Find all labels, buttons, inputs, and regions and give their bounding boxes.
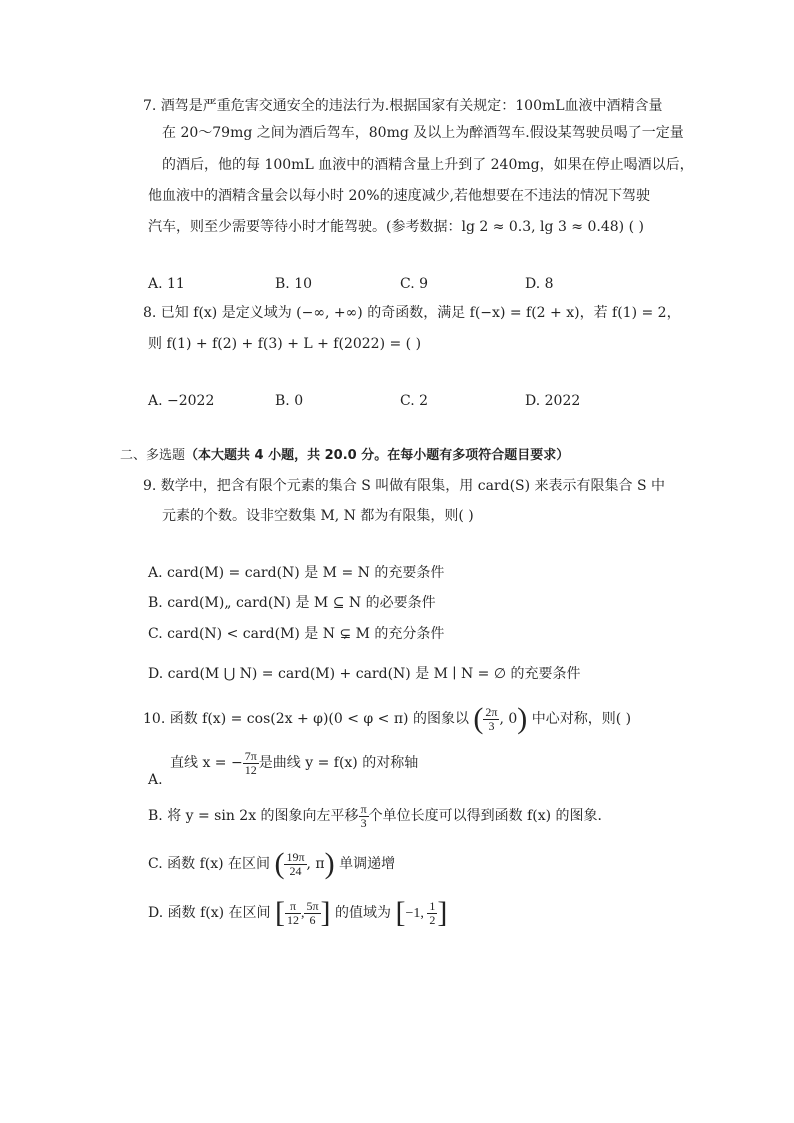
right-paren-icon: ) xyxy=(517,702,528,735)
q10-stem-end: 中心对称，则( ) xyxy=(531,711,632,727)
section-heading xyxy=(120,446,569,466)
range-lower: −1, xyxy=(405,906,428,921)
q10-option-c-text: C. 函数 f(x) 在区间 xyxy=(148,856,271,872)
q10-option-a-fraction xyxy=(243,750,259,777)
q10-stem-text: 10. 函数 f(x) = cos(2x + φ)(0 < φ < π) 的图象以 xyxy=(143,711,469,727)
q8-option-a: A. −2022 xyxy=(148,393,215,409)
fraction-denominator: 6 xyxy=(309,912,316,927)
q10-stem xyxy=(143,703,631,735)
q7-line-3: 的酒后，他的每 100mL 血液中的酒精含量上升到了 240mg，如果在停止喝酒以后， xyxy=(162,157,694,173)
q8-line-2: 则 f(1) + f(2) + f(3) + L + f(2022) = ( ) xyxy=(148,336,422,352)
q8-option-d: D. 2022 xyxy=(525,393,581,409)
q7-option-b: B. 10 xyxy=(275,276,313,292)
fraction-denominator: 2 xyxy=(429,912,436,927)
q10-option-b-fraction xyxy=(359,803,369,830)
q7-line-1: 7. 酒驾是严重危害交通安全的违法行为.根据国家有关规定：100mL血液中酒精含量 xyxy=(143,98,663,114)
q7-line-5: 汽车，则至少需要等待小时才能驾驶。(参考数据：lg 2 ≈ 0.3, lg 3 ≈ 0.48) ( ) xyxy=(148,219,644,235)
q8-option-b: B. 0 xyxy=(275,393,304,409)
q7-option-c: C. 9 xyxy=(400,276,429,292)
q9-option-c: C. card(N) < card(M) 是 N ⊊ M 的充分条件 xyxy=(148,626,445,642)
left-paren-icon: ( xyxy=(473,702,484,735)
fraction-numerator: π xyxy=(285,900,301,914)
fraction-numerator: 7π xyxy=(244,748,257,763)
q10-option-a-label: A. xyxy=(148,772,163,788)
q8-option-c: C. 2 xyxy=(400,393,429,409)
q10-stem-fraction xyxy=(483,706,499,733)
q10-option-a xyxy=(170,746,418,780)
fraction-numerator: 1 xyxy=(429,898,436,913)
q10-option-d-fraction-3 xyxy=(427,900,437,927)
fraction-numerator: π xyxy=(360,801,367,816)
q10-option-d xyxy=(148,896,447,931)
left-bracket-icon: [ xyxy=(395,896,406,929)
q7-option-a: A. 11 xyxy=(148,276,185,292)
q10-option-d-text: D. 函数 f(x) 在区间 xyxy=(148,905,271,921)
fraction-numerator: 19π xyxy=(286,849,305,864)
left-paren-icon: ( xyxy=(274,847,285,880)
right-bracket-icon: ] xyxy=(437,896,448,929)
fraction-numerator: 5π xyxy=(306,898,319,913)
left-bracket-icon: [ xyxy=(274,896,285,929)
q10-option-c-interval-end: , π xyxy=(306,856,325,872)
fraction-denominator: 3 xyxy=(488,718,495,733)
q10-stem-point: , 0 xyxy=(499,711,518,727)
q7-line-4: 他血液中的酒精含量会以每小时 20%的速度减少,若他想要在不违法的情况下驾驶 xyxy=(148,188,651,204)
q10-option-d-fraction-2 xyxy=(304,900,320,927)
q7-option-d: D. 8 xyxy=(525,276,554,292)
q10-option-c xyxy=(148,847,395,881)
fraction-denominator: 12 xyxy=(244,762,257,777)
fraction-denominator: 12 xyxy=(286,912,299,927)
q10-option-d-fraction-1 xyxy=(285,900,301,927)
q9-line-2: 元素的个数。设非空数集 M, N 都为有限集，则( ) xyxy=(162,508,474,524)
q10-option-a-text-end: 是曲线 y = f(x) 的对称轴 xyxy=(258,755,419,771)
fraction-numerator: 2π xyxy=(485,704,498,719)
q9-line-1: 9. 数学中，把含有限个元素的集合 S 叫做有限集，用 card(S) 来表示有限集合 S 中 xyxy=(143,478,666,494)
section-label: 二、多选题 xyxy=(120,448,186,463)
q9-option-b: B. card(M)„ card(N) 是 M ⊆ N 的必要条件 xyxy=(148,595,436,611)
q8-line-1: 8. 已知 f(x) 是定义域为 (−∞, +∞) 的奇函数，满足 f(−x) = f(2 + x)，若 f(1) = 2， xyxy=(143,305,681,321)
fraction-denominator: 24 xyxy=(289,863,302,878)
q10-option-b-text-end: 个单位长度可以得到函数 f(x) 的图象． xyxy=(368,808,612,824)
q10-option-b-text: B. 将 y = sin 2x 的图象向左平移 xyxy=(148,808,359,824)
q9-option-a: A. card(M) = card(N) 是 M = N 的充要条件 xyxy=(148,565,445,581)
q10-option-d-text-mid: 的值域为 xyxy=(335,905,391,921)
right-paren-icon: ) xyxy=(324,847,335,880)
q7-line-2: 在 20～79mg 之间为酒后驾车，80mg 及以上为醉酒驾车.假设某驾驶员喝了一定量 xyxy=(162,125,684,141)
right-bracket-icon: ] xyxy=(320,896,331,929)
comma: , xyxy=(300,906,305,921)
q10-option-c-text-end: 单调递增 xyxy=(339,856,396,872)
q10-option-a-text: 直线 x = − xyxy=(170,755,243,771)
fraction-denominator: 3 xyxy=(360,815,367,830)
section-description: （本大题共 4 小题，共 20.0 分。在每小题有多项符合题目要求） xyxy=(185,448,570,463)
q10-option-c-fraction xyxy=(284,851,306,878)
q9-option-d: D. card(M ⋃ N) = card(M) + card(N) 是 M ∣ N = ∅ 的充要条件 xyxy=(148,666,581,682)
q10-option-b xyxy=(148,800,612,832)
